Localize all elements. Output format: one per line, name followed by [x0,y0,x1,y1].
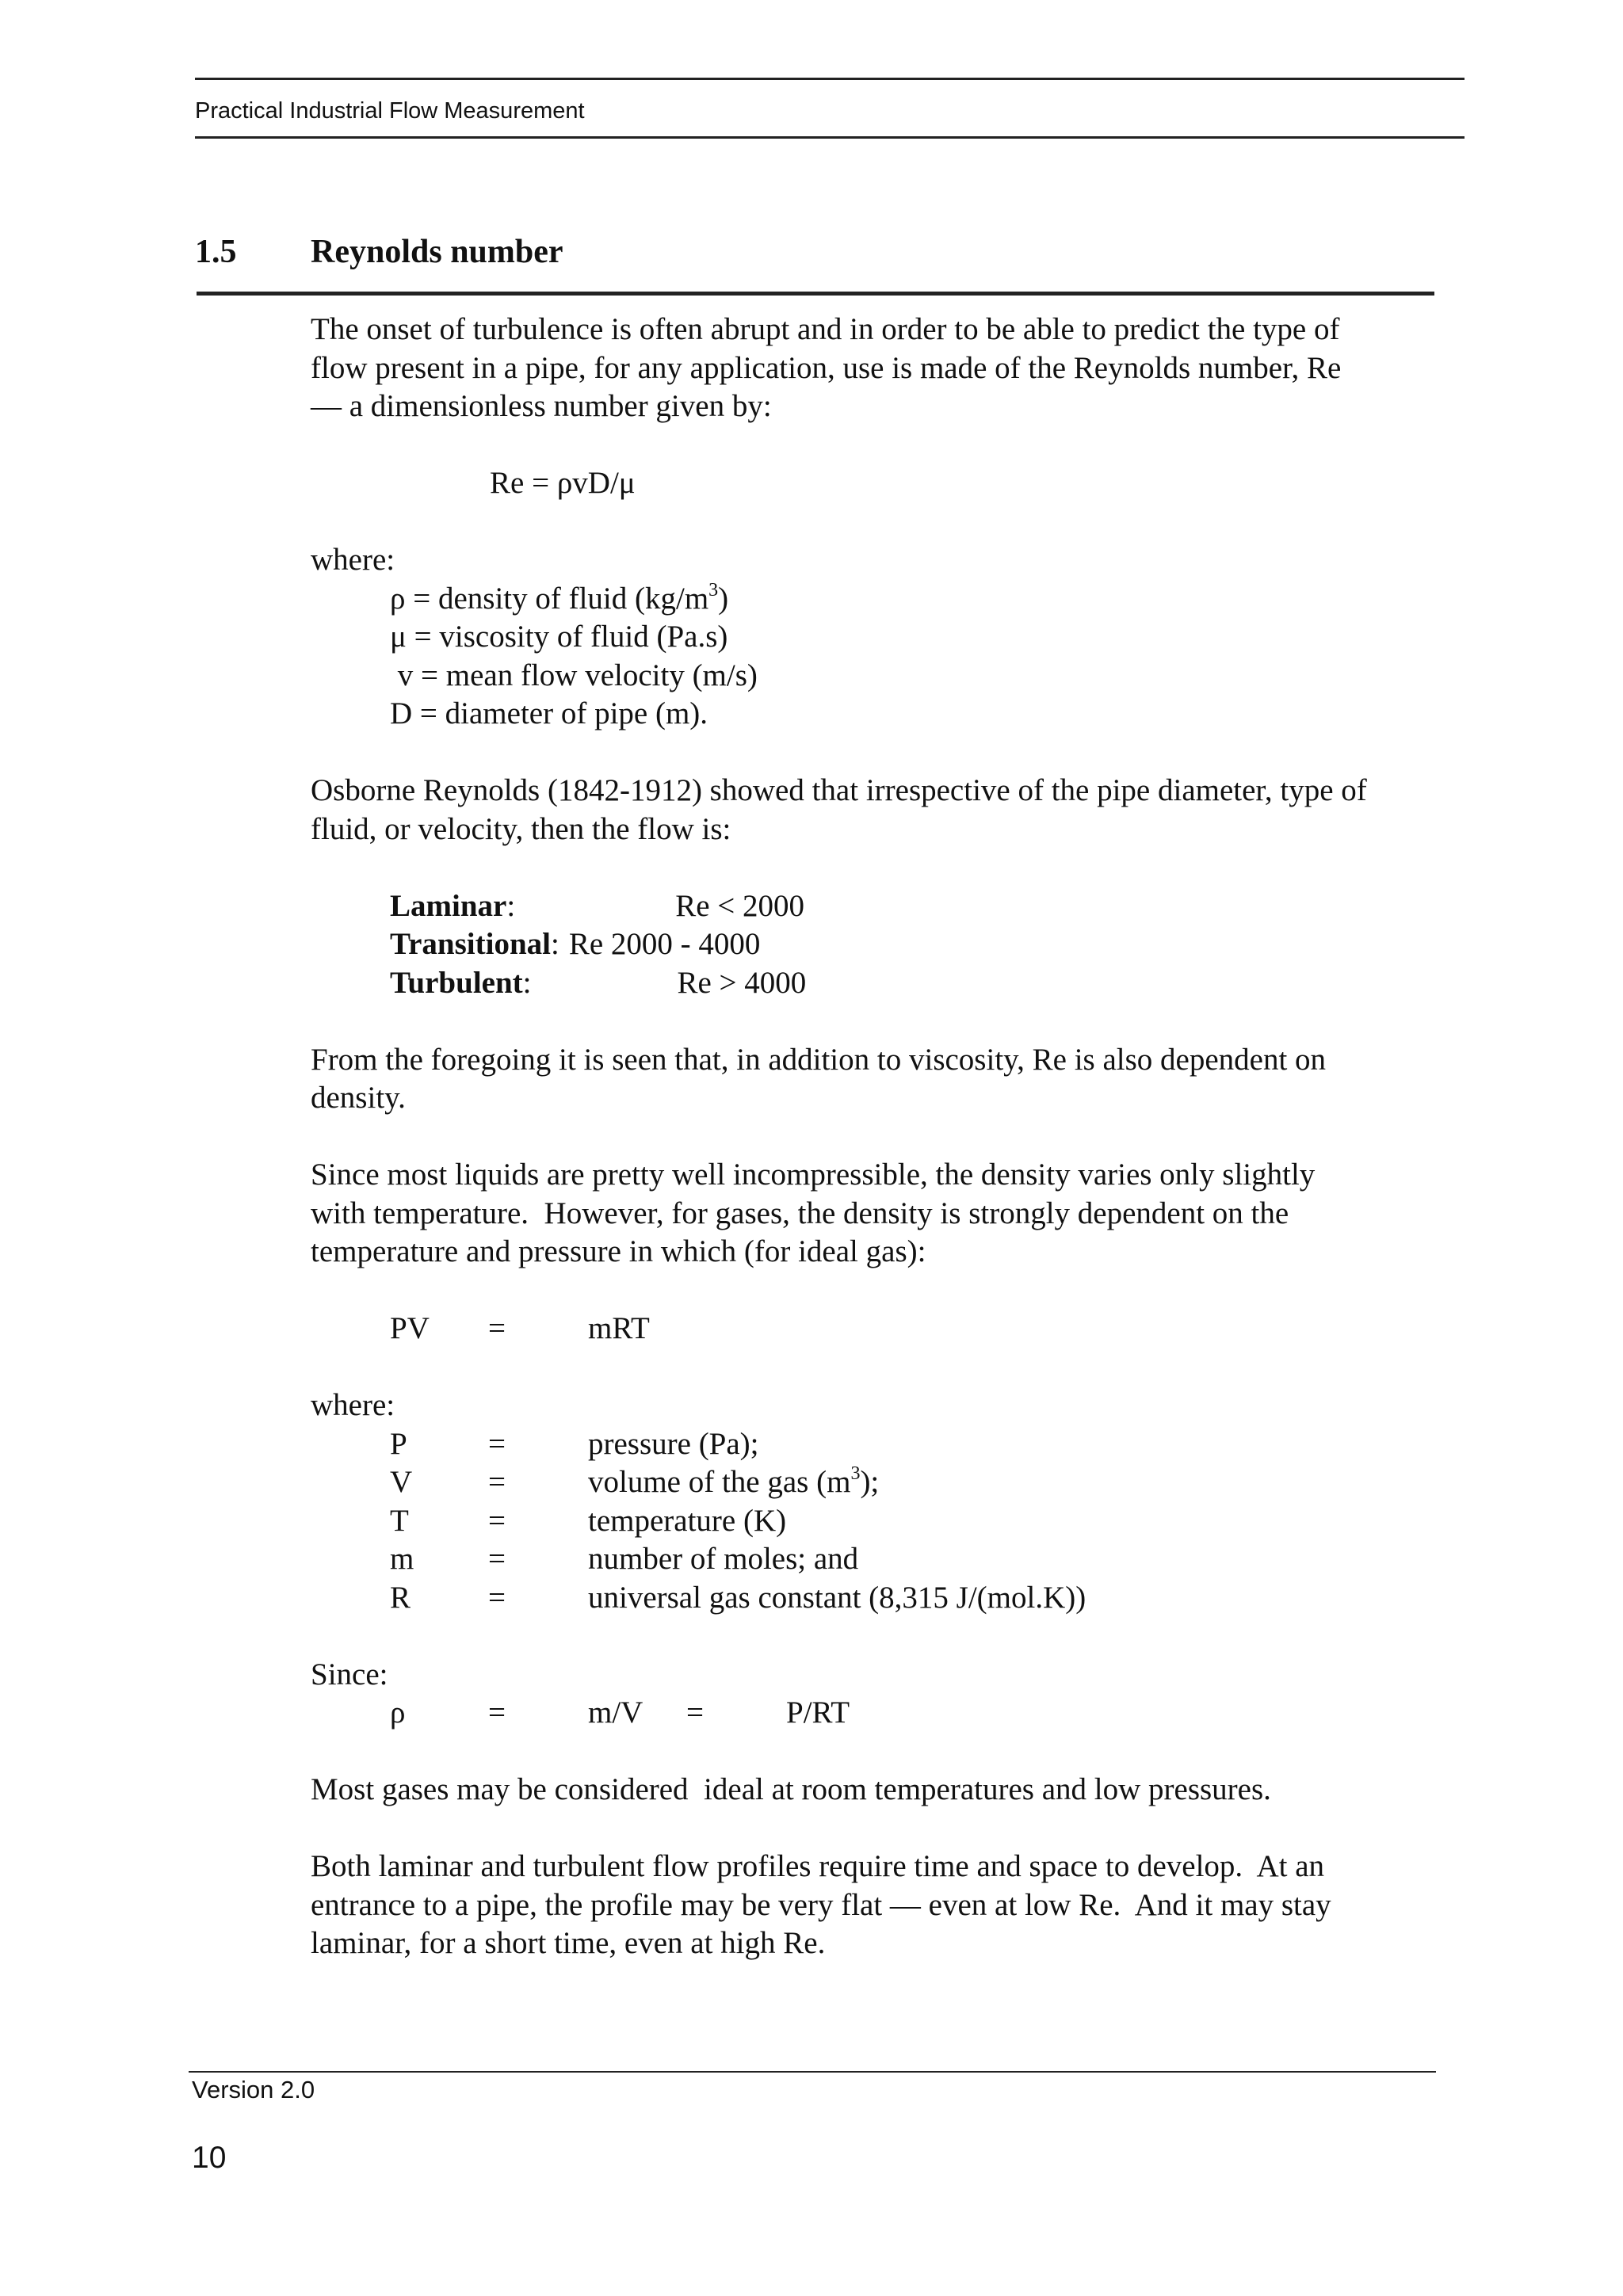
text-line: flow present in a pipe, for any application, use is made of the Reynolds number, Re [311,350,1342,385]
definition-d: D = diameter of pipe (m). [390,696,708,730]
text-line: Osborne Reynolds (1842-1912) showed that irrespective of the pipe diameter, type of [311,773,1367,807]
reynolds-equation: Re = ρvD/μ [490,466,636,500]
ideal-gas-law [311,1310,1436,1348]
regime-turbulent: Turbulent: Re > 4000 [390,965,807,1000]
where-label: where: [311,543,395,577]
text-line: temperature and pressure in which (for ideal gas): [311,1234,926,1268]
page-number: 10 [192,2141,227,2175]
density-relation: ρ = m/V = P/RT [390,1695,850,1730]
regime-transitional: Transitional: Re 2000 - 4000 [390,927,761,961]
section-title: Reynolds number [311,234,563,270]
section-number: 1.5 [195,234,237,270]
text-line: The onset of turbulence is often abrupt and in order to be able to predict the type of [311,312,1340,346]
flow-regimes [311,887,1436,1003]
text-line: entrance to a pipe, the profile may be very flat — even at low Re. And it may stay [311,1887,1331,1922]
where-block-reynolds [311,541,1436,734]
paragraph-foregoing [311,1041,1436,1118]
gas-law-equals: = [488,1311,506,1345]
section-title-rule [197,292,1434,296]
footer-rule [189,2071,1436,2073]
definition-mu: μ = viscosity of fluid (Pa.s) [390,620,728,654]
body-text [311,311,1436,1963]
paragraph-ideal-gases: Most gases may be considered ideal at room temperatures and low pressures. [311,1772,1271,1806]
where-block-gas [311,1386,1436,1617]
since-block [311,1656,1436,1733]
text-line: with temperature. However, for gases, the density is strongly dependent on the [311,1196,1289,1230]
definition-row: T = temperature (K) [390,1503,787,1538]
header-top-rule [195,78,1465,80]
since-label: Since: [311,1657,388,1691]
running-header-title: Practical Industrial Flow Measurement [195,98,585,124]
text-line: Since most liquids are pretty well incompressible, the density varies only slightly [311,1158,1316,1192]
definition-row: V = volume of the gas $(m^3)$; [390,1463,880,1499]
definition-rho: ρ = density of fluid $(kg/m^3)$ [390,579,729,616]
paragraph-flow-profiles [311,1848,1436,1963]
where-label: where: [311,1388,395,1422]
definition-v: v = mean flow velocity (m/s) [390,658,758,692]
text-line: density. [311,1081,406,1115]
definition-row: R = universal gas constant (8,315 J/(mol.K)) [390,1580,1086,1615]
text-line: From the foregoing it is seen that, in addition to viscosity, Re is also dependent on [311,1042,1327,1077]
paragraph-osborne [311,772,1436,849]
text-line: fluid, or velocity, then the flow is: [311,811,731,846]
gas-law-lhs: PV [390,1311,430,1345]
footer-version: Version 2.0 [192,2076,315,2103]
regime-laminar: Laminar: Re < 2000 [390,888,805,923]
gas-law-rhs: mRT [588,1311,650,1345]
text-line: — a dimensionless number given by: [311,389,772,423]
text-line: laminar, for a short time, even at high Re. [311,1926,826,1960]
text-line: Both laminar and turbulent flow profiles require time and space to develop. At an [311,1849,1325,1883]
definition-row: P = pressure (Pa); [390,1426,759,1461]
header-bottom-rule [195,136,1465,139]
paragraph-intro [311,311,1436,426]
paragraph-liquids-gases [311,1156,1436,1272]
definition-row: m = number of moles; and [390,1542,859,1576]
